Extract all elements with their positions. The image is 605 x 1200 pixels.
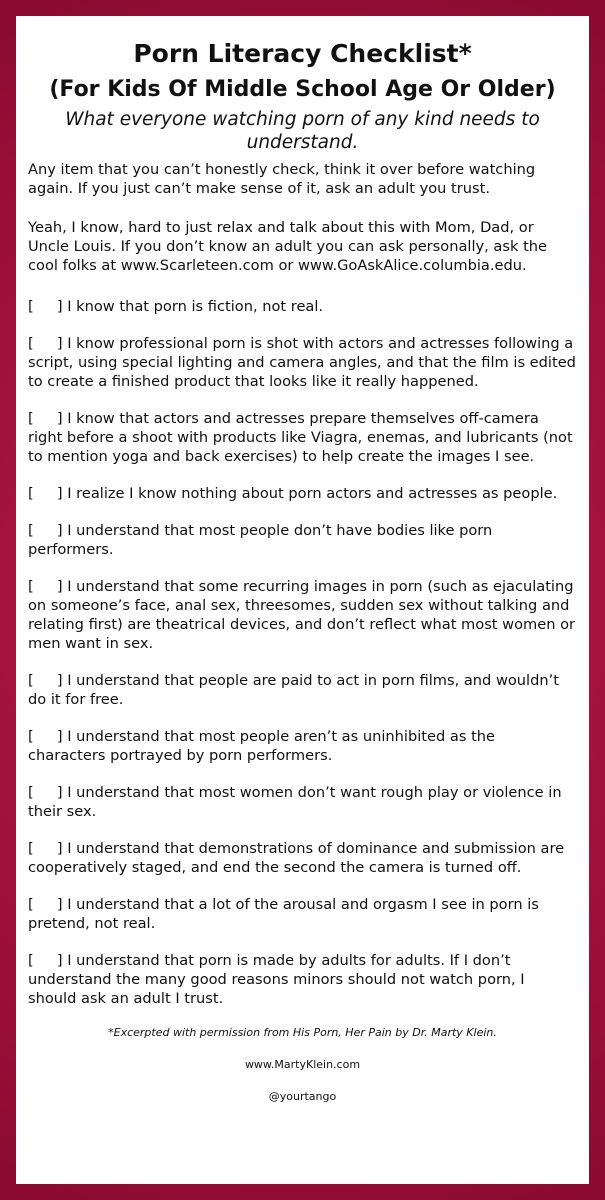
checkbox[interactable]: [ ] (28, 410, 63, 427)
checklist-item-text: I know professional porn is shot with actors and actresses following a script, using special lighting and camera angles, and that the film is edited to create a finished product that looks like it really happened. (28, 335, 576, 390)
checklist-item (28, 297, 577, 316)
checklist-item (28, 895, 577, 933)
checklist-item-text: I understand that most women don’t want rough play or violence in their sex. (28, 784, 562, 820)
intro-paragraph: Any item that you can’t honestly check, think it over before watching again. If you just can’t make sense of it, ask an adult you trust. (28, 161, 536, 197)
checklist-item-text: I understand that people are paid to act in porn films, and wouldn’t do it for free. (28, 672, 559, 708)
page-title: Porn Literacy Checklist* (133, 39, 472, 68)
social-handle: @yourtango (268, 1090, 337, 1103)
checklist-card (16, 16, 589, 1184)
checkbox[interactable]: [ ] (28, 896, 63, 913)
checklist-item (28, 727, 577, 765)
checkbox[interactable]: [ ] (28, 952, 63, 969)
checklist-item (28, 839, 577, 877)
checkbox[interactable]: [ ] (28, 784, 63, 801)
website-link[interactable]: www.MartyKlein.com (244, 1058, 361, 1071)
checkbox[interactable]: [ ] (28, 672, 63, 689)
tagline: What everyone watching porn of any kind needs to understand. (65, 109, 540, 153)
citation-footnote: *Excerpted with permission from His Porn, Her Pain by Dr. Marty Klein. (108, 1026, 497, 1039)
checklist-item-text: I understand that most people aren’t as uninhibited as the characters portrayed by porn performers. (28, 728, 496, 764)
checklist-item-text: I know that actors and actresses prepare themselves off-camera right before a shoot with products like Viagra, enemas, and lubricants (not to mention yoga and back exercises) to help create the images I see. (28, 410, 573, 465)
checklist-item-text: I understand that porn is made by adults for adults. If I don’t understand the many good reasons minors should not watch porn, I should ask an adult I trust. (28, 952, 525, 1007)
checkbox[interactable]: [ ] (28, 522, 63, 539)
checkbox[interactable]: [ ] (28, 578, 63, 595)
checklist-item (28, 484, 577, 503)
checkbox[interactable]: [ ] (28, 728, 63, 745)
checklist (28, 297, 577, 1008)
checkbox[interactable]: [ ] (28, 840, 63, 857)
checklist-item (28, 409, 577, 466)
checkbox[interactable]: [ ] (28, 335, 63, 352)
checklist-item (28, 783, 577, 821)
checkbox[interactable]: [ ] (28, 298, 63, 315)
checklist-item-text: I realize I know nothing about porn actors and actresses as people. (67, 485, 558, 502)
checklist-item-text: I understand that a lot of the arousal and orgasm I see in porn is pretend, not real. (28, 896, 539, 932)
checklist-item-text: I understand that most people don’t have bodies like porn performers. (28, 522, 493, 558)
page-subtitle: (For Kids Of Middle School Age Or Older) (49, 77, 556, 102)
checklist-item-text: I know that porn is fiction, not real. (67, 298, 324, 315)
checklist-item-text: I understand that demonstrations of dominance and submission are cooperatively staged, and end the second the camera is turned off. (28, 840, 565, 876)
checklist-item (28, 951, 577, 1008)
checklist-item (28, 577, 577, 653)
checklist-item-text: I understand that some recurring images in porn (such as ejaculating on someone’s face, anal sex, threesomes, sudden sex without talking and relating first) are theatrical devices, and don’t reflect what most women or men want in sex. (28, 578, 576, 652)
checkbox[interactable]: [ ] (28, 485, 63, 502)
checklist-item (28, 334, 577, 391)
checklist-item (28, 671, 577, 709)
checklist-item (28, 521, 577, 559)
intro-paragraph: Yeah, I know, hard to just relax and talk about this with Mom, Dad, or Uncle Louis. If you don’t know an adult you can ask personally, ask the cool folks at www.Scarleteen.com or www.GoAskAlice.columbia.edu. (28, 219, 548, 274)
